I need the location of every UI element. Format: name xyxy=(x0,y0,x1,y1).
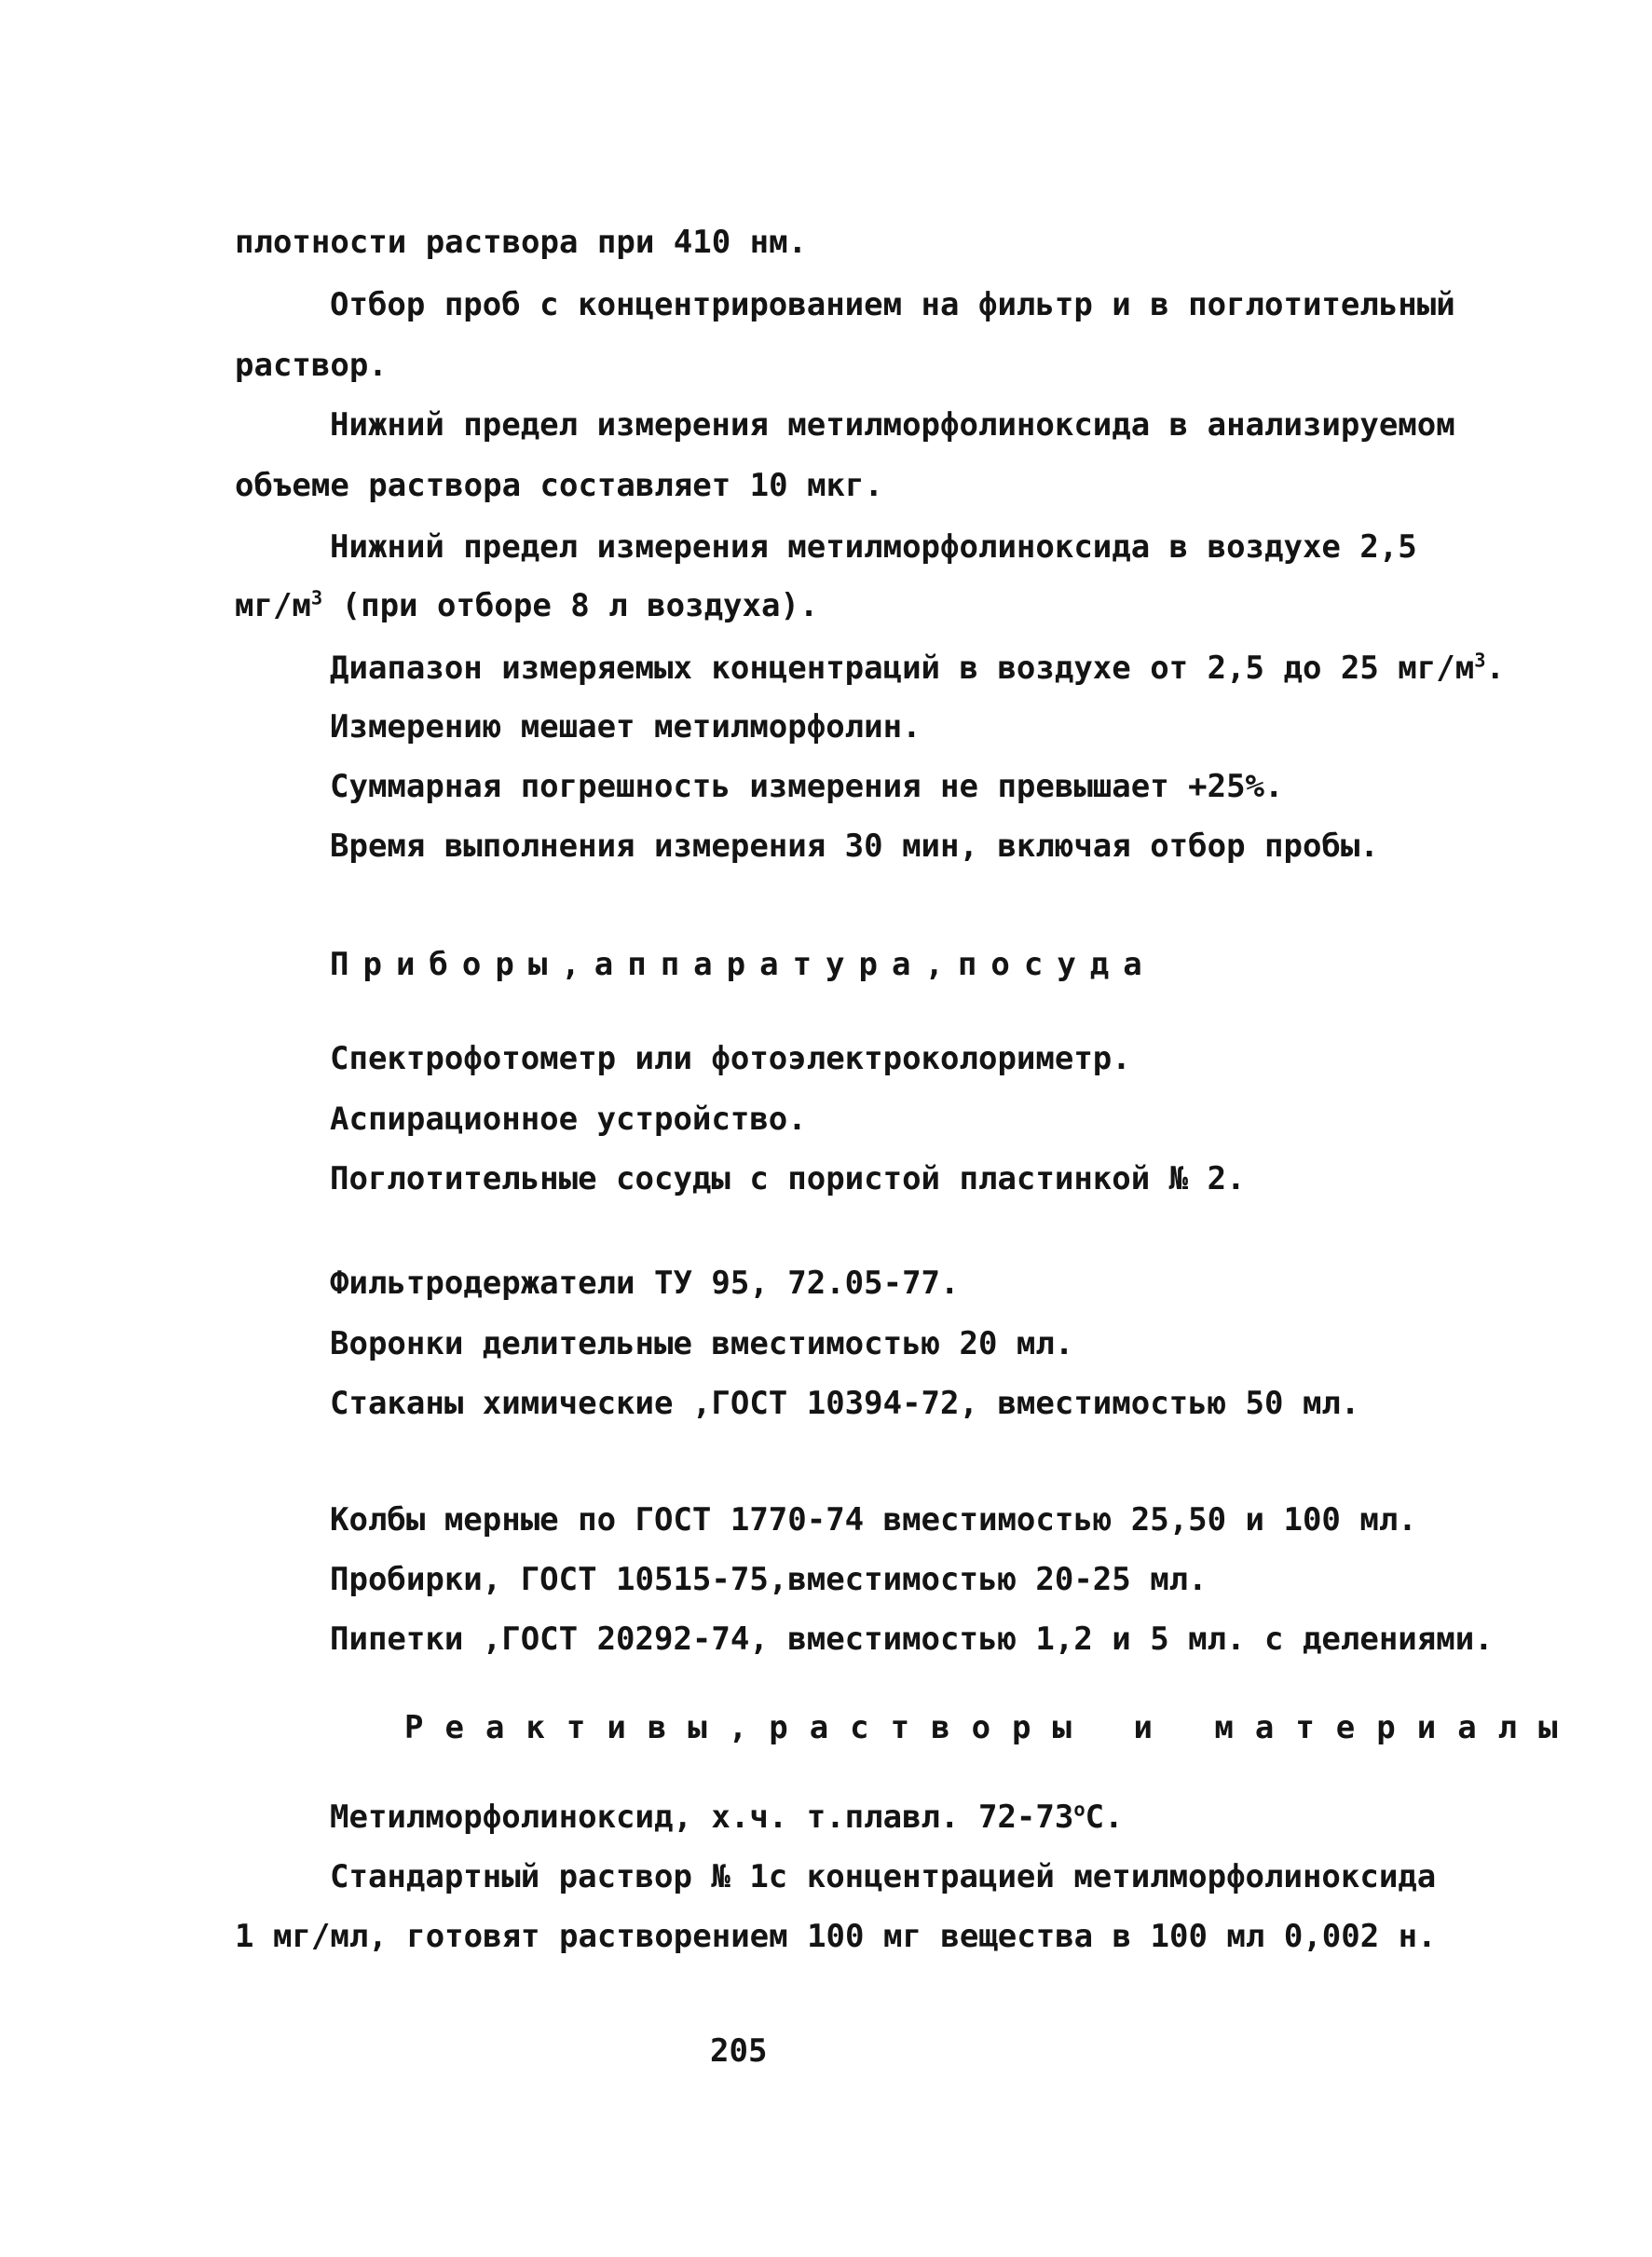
text-line: Отбор проб с концентрированием на фильтр и в поглотительный xyxy=(330,286,1455,323)
section-heading-reagents: Реактивы,растворы и материалы xyxy=(404,1709,1579,1746)
text-line: Стандартный раствор № 1с концентрацией метилморфолиноксида xyxy=(330,1858,1437,1895)
superscript: о xyxy=(1073,1798,1085,1821)
range-end: . xyxy=(1485,650,1505,687)
air-limit-note: (при отборе 8 л воздуха). xyxy=(322,587,819,624)
air-limit-line xyxy=(235,585,818,626)
section-heading-instruments: Приборы,аппаратура,посуда xyxy=(330,946,1156,983)
text-line: Суммарная погрешность измерения не превышает +25%. xyxy=(330,768,1284,805)
melting-text: Метилморфолиноксид, х.ч. т.плавл. 72-73 xyxy=(330,1799,1074,1836)
text-line: плотности раствора при 410 нм. xyxy=(235,224,808,261)
range-text: Диапазон измеряемых концентраций в воздухе от 2,5 до 25 мг/м xyxy=(330,650,1475,687)
list-item: Поглотительные сосуды с пористой пластинкой № 2. xyxy=(330,1160,1246,1197)
text-line: объеме раствора составляет 10 мкг. xyxy=(235,467,883,504)
list-item: Фильтродержатели ТУ 95, 72.05-77. xyxy=(330,1265,960,1302)
text-line: Нижний предел измерения метилморфолиноксида в анализируемом xyxy=(330,406,1455,444)
list-item: Воронки делительные вместимостью 20 мл. xyxy=(330,1325,1074,1362)
superscript: 3 xyxy=(1474,649,1486,672)
text-line: Нижний предел измерения метилморфолиноксида в воздухе 2,5 xyxy=(330,528,1417,566)
list-item: Аспирационное устройство. xyxy=(330,1101,807,1138)
list-item: Пробирки, ГОСТ 10515-75,вместимостью 20-25 мл. xyxy=(330,1561,1208,1598)
text-line: Измерению мешает метилморфолин. xyxy=(330,708,922,745)
list-item: Спектрофотометр или фотоэлектроколориметр. xyxy=(330,1040,1131,1077)
list-item: Колбы мерные по ГОСТ 1770-74 вместимостью 25,50 и 100 мл. xyxy=(330,1501,1417,1539)
list-item: Стаканы химические ,ГОСТ 10394-72, вместимостью 50 мл. xyxy=(330,1385,1360,1422)
air-limit-unit: мг/м xyxy=(235,587,311,624)
text-line: раствор. xyxy=(235,347,388,384)
text-line: 1 мг/мл, готовят растворением 100 мг вещества в 100 мл 0,002 н. xyxy=(235,1918,1437,1955)
page-number: 205 xyxy=(710,2032,768,2070)
range-line xyxy=(330,648,1505,689)
melting-unit: С. xyxy=(1085,1799,1124,1836)
melting-point-line xyxy=(330,1797,1124,1838)
superscript: 3 xyxy=(310,586,323,609)
list-item: Пипетки ,ГОСТ 20292-74, вместимостью 1,2 и 5 мл. с делениями. xyxy=(330,1621,1494,1658)
text-line: Время выполнения измерения 30 мин, включая отбор пробы. xyxy=(330,828,1379,865)
